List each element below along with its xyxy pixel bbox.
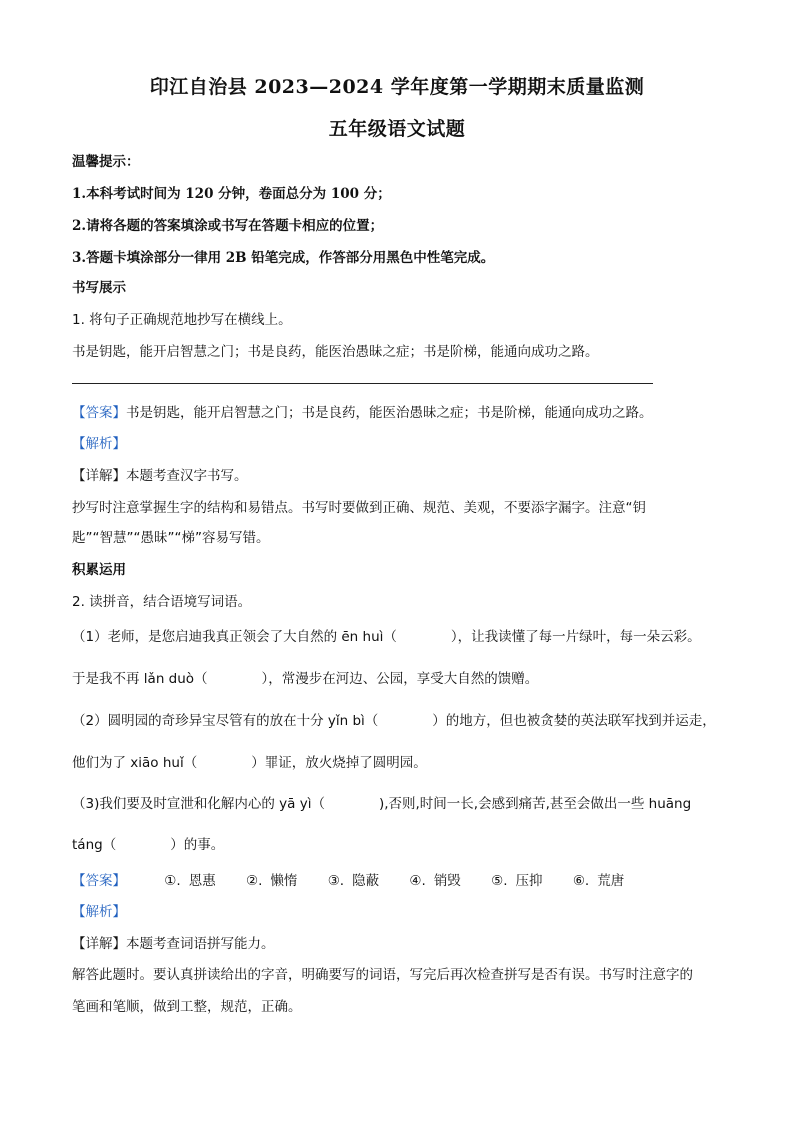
question-2: 2. 读拼音，结合语境写词语。: [72, 594, 252, 610]
tips-heading: 温馨提示：: [72, 154, 140, 170]
question-1-sentence: 书是钥匙，能开启智慧之门；书是良药，能医治愚昧之症；书是阶梯，能通向成功之路。: [72, 344, 599, 360]
answer-item: ④. 销毁: [409, 873, 461, 889]
tip-1: 1.本科考试时间为 120 分钟，卷面总分为 100 分；: [72, 186, 391, 202]
question-1: 1. 将句子正确规范地抄写在横线上。: [72, 312, 292, 328]
tip-3: 3.答题卡填涂部分一律用 2B 铅笔完成，作答部分用黑色中性笔完成。: [72, 250, 495, 266]
answer-item: ②. 懒惰: [246, 873, 298, 889]
exam-subtitle: 五年级语文试题: [328, 118, 466, 140]
question-2-line-2: 于是我不再 lǎn duò（ ），常漫步在河边、公园，享受大自然的馈赠。: [72, 671, 539, 687]
answer-tag: 【答案】: [72, 405, 126, 421]
question-2-line-3: （2）圆明园的奇珍异宝尽管有的放在十分 yǐn bì（ ）的地方，但也被贪婪的英法联军找到并运走，: [72, 713, 716, 729]
answer-writing-line: [72, 383, 653, 384]
question-2-line-1: （1）老师，是您启迪我真正领会了大自然的 ēn huì（ ），让我读懂了每一片绿叶，每一朵云彩。: [72, 629, 701, 645]
answer-item: ⑥. 荒唐: [572, 873, 625, 889]
answer-2: [72, 869, 650, 889]
answer-1: [72, 401, 653, 421]
question-2-line-5: （3)我们要及时宣泄和化解内心的 yā yì（ ),否则,时间一长,会感到痛苦,甚至会做出一些 huāng: [72, 796, 692, 812]
detail-tag: 【详解】: [72, 468, 126, 484]
note-1-line-2: 匙”“智慧”“愚昧”“梯”容易写错。: [72, 530, 270, 546]
exam-title: 印江自治县 2023—2024 学年度第一学期期末质量监测: [149, 76, 645, 98]
note-2-line-1: 解答此题时。要认真拼读给出的字音，明确要写的词语，写完后再次检查拼写是否有误。书写时注意字的: [72, 967, 693, 983]
question-2-line-4: 他们为了 xiāo huǐ（ ）罪证，放火烧掉了圆明园。: [72, 755, 427, 771]
answer-item: ③. 隐蔽: [327, 873, 380, 889]
question-2-line-6: táng（ ）的事。: [72, 837, 225, 853]
answer-item: ⑤. 压抑: [491, 873, 543, 889]
detail-1-text: 本题考查汉字书写。: [126, 468, 248, 484]
analysis-tag-1: 【解析】: [72, 436, 126, 452]
answer-tag: 【答案】: [72, 873, 126, 889]
detail-tag: 【详解】: [72, 936, 126, 952]
note-2-line-2: 笔画和笔顺，做到工整，规范，正确。: [72, 999, 302, 1015]
note-1-line-1: 抄写时注意掌握生字的结构和易错点。书写时要做到正确、规范、美观，不要添字漏字。注意“钥: [72, 500, 646, 516]
answer-item: ①. 恩惠: [164, 873, 216, 889]
detail-2: [72, 932, 275, 952]
answer-1-text: 书是钥匙，能开启智慧之门；书是良药，能医治愚昧之症；书是阶梯，能通向成功之路。: [126, 405, 653, 421]
detail-1: [72, 464, 248, 484]
section-heading-accumulation: 积累运用: [72, 562, 126, 578]
detail-2-text: 本题考查词语拼写能力。: [126, 936, 275, 952]
section-heading-writing: 书写展示: [72, 280, 126, 296]
tip-2: 2.请将各题的答案填涂或书写在答题卡相应的位置；: [72, 218, 384, 234]
analysis-tag-2: 【解析】: [72, 904, 126, 920]
